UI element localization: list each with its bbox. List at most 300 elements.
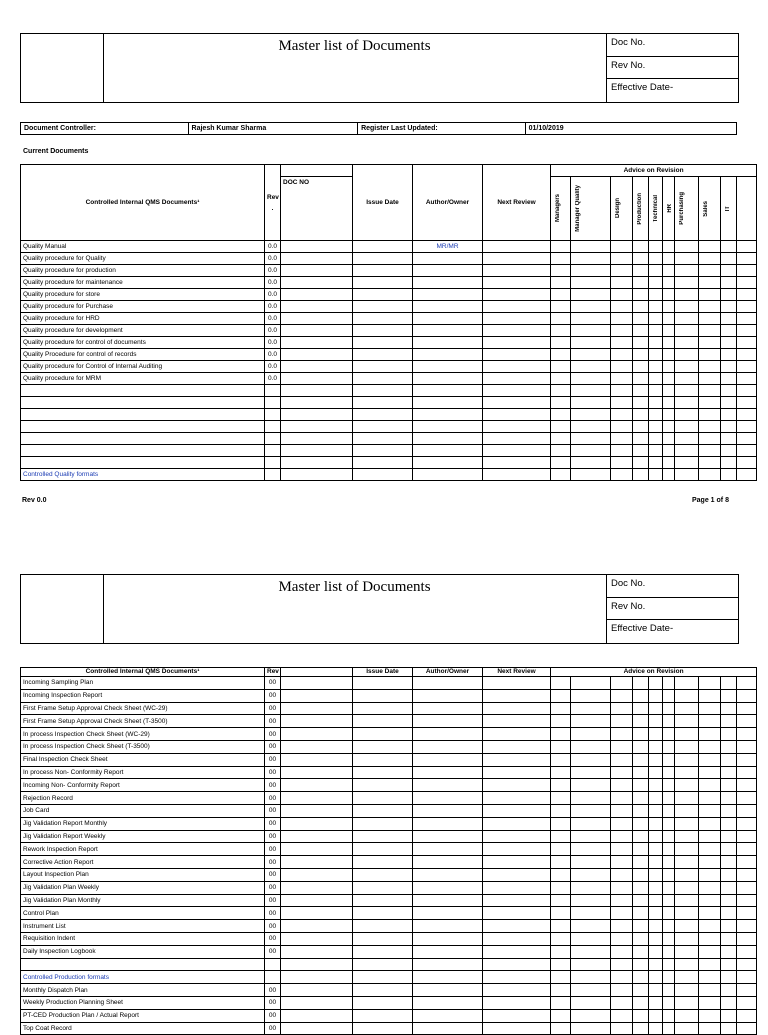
table-cell <box>699 766 721 779</box>
rev-cell: 00 <box>265 1022 281 1035</box>
table-cell <box>699 277 721 289</box>
table-cell <box>649 301 663 313</box>
table-cell <box>663 881 675 894</box>
table-cell <box>663 715 675 728</box>
document-name-cell: PT-CED Production Plan / Actual Report <box>21 1009 265 1022</box>
table-row <box>21 868 757 881</box>
table-cell <box>737 373 757 385</box>
table-cell <box>699 469 721 481</box>
table-cell <box>675 958 699 971</box>
table-cell <box>721 932 737 945</box>
table-cell <box>737 241 757 253</box>
table-cell <box>611 289 633 301</box>
table-cell <box>483 817 551 830</box>
table-cell <box>551 920 571 933</box>
table-cell <box>675 971 699 984</box>
table-cell <box>551 996 571 1009</box>
table-cell <box>611 728 633 741</box>
footer-rev: Rev 0.0 <box>22 497 47 504</box>
table-cell <box>551 907 571 920</box>
table-cell <box>281 241 353 253</box>
table-cell <box>675 253 699 265</box>
table-cell <box>353 920 413 933</box>
table-cell <box>571 349 611 361</box>
table-cell <box>675 277 699 289</box>
table-cell <box>663 907 675 920</box>
table-cell <box>663 766 675 779</box>
rev-cell: 0.0 <box>265 373 281 385</box>
table-cell <box>721 265 737 277</box>
table-cell <box>281 856 353 869</box>
table-cell <box>737 945 757 958</box>
table-cell <box>633 241 649 253</box>
table-cell <box>663 433 675 445</box>
table-cell <box>353 766 413 779</box>
rev-cell: 00 <box>265 920 281 933</box>
table-cell <box>633 373 649 385</box>
table-cell <box>633 409 649 421</box>
table-cell <box>551 881 571 894</box>
table-cell <box>675 868 699 881</box>
table-cell <box>675 920 699 933</box>
table-cell <box>699 253 721 265</box>
document-name-cell: Quality procedure for maintenance <box>21 277 265 289</box>
table-cell <box>483 409 551 421</box>
table-cell <box>663 728 675 741</box>
table-cell <box>551 457 571 469</box>
table-cell <box>649 361 663 373</box>
table-cell <box>611 804 633 817</box>
table-cell <box>649 830 663 843</box>
table-cell <box>483 385 551 397</box>
table-cell <box>663 277 675 289</box>
table-cell <box>663 373 675 385</box>
table-cell <box>721 958 737 971</box>
rev-cell: 00 <box>265 804 281 817</box>
table-cell <box>737 792 757 805</box>
table-cell <box>699 715 721 728</box>
table-cell <box>483 740 551 753</box>
table-cell <box>353 958 413 971</box>
table-cell <box>483 728 551 741</box>
table-cell <box>737 337 757 349</box>
table-cell <box>699 397 721 409</box>
table-cell <box>699 817 721 830</box>
table-cell <box>483 361 551 373</box>
advice-header-2: Advice on Revision <box>551 668 757 677</box>
table-row <box>21 337 757 349</box>
table-cell <box>551 804 571 817</box>
table-cell <box>663 1009 675 1022</box>
table-cell <box>675 385 699 397</box>
document-name-cell: First Frame Setup Approval Check Sheet (WC-29) <box>21 702 265 715</box>
table-row <box>21 817 757 830</box>
table-cell <box>663 397 675 409</box>
table-cell <box>663 337 675 349</box>
author-cell <box>413 856 483 869</box>
table-cell <box>663 349 675 361</box>
rev-cell: 0.0 <box>265 253 281 265</box>
table-cell <box>571 881 611 894</box>
table-cell <box>551 397 571 409</box>
table-cell <box>675 689 699 702</box>
table-cell <box>721 971 737 984</box>
table-cell <box>675 830 699 843</box>
table-cell <box>721 677 737 690</box>
table-cell <box>281 373 353 385</box>
table-cell <box>353 265 413 277</box>
table-cell <box>649 421 663 433</box>
table-cell <box>699 779 721 792</box>
table-cell <box>611 313 633 325</box>
table-cell <box>571 433 611 445</box>
table-row <box>21 253 757 265</box>
table-cell <box>663 856 675 869</box>
table-cell <box>721 984 737 997</box>
table-cell <box>649 856 663 869</box>
table-cell <box>737 289 757 301</box>
rev-cell <box>265 445 281 457</box>
table-body-page2 <box>21 677 757 1035</box>
role-design-text: Design <box>615 198 621 219</box>
document-name-cell: Controlled Production formats <box>21 971 265 984</box>
table-cell <box>663 984 675 997</box>
document-name-cell: Incoming Non- Conformity Report <box>21 779 265 792</box>
table-row <box>21 971 757 984</box>
table-cell <box>611 469 633 481</box>
table-cell <box>571 337 611 349</box>
table-cell <box>699 868 721 881</box>
author-cell <box>413 385 483 397</box>
author-header-2: Author/Owner <box>413 668 483 677</box>
table-cell <box>281 445 353 457</box>
table-cell <box>571 421 611 433</box>
table-cell <box>483 881 551 894</box>
table-cell <box>483 397 551 409</box>
table-cell <box>649 349 663 361</box>
table-cell <box>571 932 611 945</box>
table-cell <box>571 702 611 715</box>
role-hr <box>663 177 675 241</box>
rev-cell: 00 <box>265 766 281 779</box>
role-technical <box>649 177 663 241</box>
table-cell <box>483 469 551 481</box>
table-cell <box>353 409 413 421</box>
table-cell <box>571 740 611 753</box>
table-cell <box>571 277 611 289</box>
table-cell <box>675 457 699 469</box>
rev-cell: 0.0 <box>265 361 281 373</box>
role-extra <box>737 177 757 241</box>
rev-cell <box>265 958 281 971</box>
table-cell <box>721 753 737 766</box>
table-cell <box>633 740 649 753</box>
document-name-cell: Quality procedure for development <box>21 325 265 337</box>
table-row <box>21 843 757 856</box>
table-cell <box>353 433 413 445</box>
rev-cell: 00 <box>265 740 281 753</box>
table-cell <box>663 289 675 301</box>
table-cell <box>611 325 633 337</box>
author-cell <box>413 433 483 445</box>
table-cell <box>281 325 353 337</box>
table-cell <box>483 265 551 277</box>
table-cell <box>611 409 633 421</box>
table-cell <box>633 715 649 728</box>
role-hr-text: HR <box>667 204 673 213</box>
table-cell <box>551 715 571 728</box>
table-row <box>21 397 757 409</box>
table-cell <box>699 932 721 945</box>
effective-date-label-2: Effective Date- <box>611 623 674 635</box>
table-cell <box>675 740 699 753</box>
table-cell <box>611 385 633 397</box>
rev-header-dot: . <box>271 204 274 212</box>
blank-header <box>281 165 353 177</box>
table-cell <box>663 920 675 933</box>
document-name-cell: Quality procedure for Control of Internal Auditing <box>21 361 265 373</box>
table-cell <box>699 325 721 337</box>
table-cell <box>699 996 721 1009</box>
document-name-cell: First Frame Setup Approval Check Sheet (T-3500) <box>21 715 265 728</box>
table-cell <box>649 715 663 728</box>
table-cell <box>353 277 413 289</box>
table-cell <box>353 792 413 805</box>
table-cell <box>721 740 737 753</box>
table-cell <box>353 702 413 715</box>
table-cell <box>675 766 699 779</box>
table-row <box>21 677 757 690</box>
table-row <box>21 313 757 325</box>
table-cell <box>663 792 675 805</box>
author-cell <box>413 779 483 792</box>
table-cell <box>611 817 633 830</box>
author-cell <box>413 894 483 907</box>
rev-cell: 00 <box>265 843 281 856</box>
table-cell <box>551 469 571 481</box>
table-cell <box>551 277 571 289</box>
document-name-cell <box>21 958 265 971</box>
table-cell <box>721 373 737 385</box>
table-cell <box>649 753 663 766</box>
document-name-cell: Layout Inspection Plan <box>21 868 265 881</box>
table-cell <box>675 301 699 313</box>
table-cell <box>611 996 633 1009</box>
rev-cell <box>265 397 281 409</box>
document-name-cell <box>21 397 265 409</box>
docs-header: Controlled Internal QMS Documents¹ <box>21 165 265 241</box>
table-cell <box>353 817 413 830</box>
table-cell <box>699 804 721 817</box>
table-cell <box>281 702 353 715</box>
table-cell <box>281 433 353 445</box>
table-cell <box>551 373 571 385</box>
issue-date-header-2: Issue Date <box>353 668 413 677</box>
rev-cell: 00 <box>265 1009 281 1022</box>
table-cell <box>699 385 721 397</box>
table-cell <box>737 740 757 753</box>
rev-cell: 0.0 <box>265 241 281 253</box>
table-cell <box>675 843 699 856</box>
table-cell <box>611 868 633 881</box>
table-cell <box>649 677 663 690</box>
table-cell <box>633 702 649 715</box>
table-cell <box>721 361 737 373</box>
table-cell <box>663 843 675 856</box>
table-cell <box>281 385 353 397</box>
author-cell <box>413 945 483 958</box>
document-name-cell: Jig Validation Report Monthly <box>21 817 265 830</box>
table-cell <box>571 830 611 843</box>
table-cell <box>571 766 611 779</box>
table-cell <box>663 689 675 702</box>
table-cell <box>699 843 721 856</box>
table-cell <box>675 715 699 728</box>
table-cell <box>649 766 663 779</box>
table-cell <box>649 289 663 301</box>
logo-cell <box>21 34 104 102</box>
table-cell <box>737 689 757 702</box>
table-cell <box>281 677 353 690</box>
table-cell <box>721 289 737 301</box>
table-cell <box>663 253 675 265</box>
table-cell <box>675 409 699 421</box>
table-cell <box>663 958 675 971</box>
table-cell <box>353 313 413 325</box>
role-purchasing-text: Purchasing <box>679 192 685 225</box>
document-name-cell: Quality procedure for HRD <box>21 313 265 325</box>
controller-label: Document Controller: <box>21 123 189 134</box>
table-row <box>21 728 757 741</box>
author-cell <box>413 932 483 945</box>
table-row <box>21 984 757 997</box>
table-cell <box>737 397 757 409</box>
table-row <box>21 766 757 779</box>
document-name-cell: In process Inspection Check Sheet (T-3500) <box>21 740 265 753</box>
table-cell <box>675 469 699 481</box>
table-cell <box>611 361 633 373</box>
table-cell <box>353 457 413 469</box>
table-cell <box>483 241 551 253</box>
table-cell <box>281 265 353 277</box>
author-cell <box>413 289 483 301</box>
table-row <box>21 433 757 445</box>
table-cell <box>721 804 737 817</box>
table-row <box>21 792 757 805</box>
table-cell <box>611 792 633 805</box>
table-row <box>21 421 757 433</box>
table-cell <box>483 1009 551 1022</box>
documents-table-page2 <box>20 667 757 1035</box>
document-name-cell: Incoming Inspection Report <box>21 689 265 702</box>
table-cell <box>571 907 611 920</box>
table-cell <box>663 457 675 469</box>
table-cell <box>737 868 757 881</box>
table-cell <box>737 856 757 869</box>
table-cell <box>699 830 721 843</box>
table-cell <box>483 753 551 766</box>
table-cell <box>483 958 551 971</box>
table-cell <box>551 932 571 945</box>
rev-cell: 0.0 <box>265 313 281 325</box>
rev-header <box>265 165 281 241</box>
table-cell <box>675 313 699 325</box>
docs-header-2: Controlled Internal QMS Documents¹ <box>21 668 265 677</box>
table-cell <box>353 349 413 361</box>
table-cell <box>649 792 663 805</box>
table-cell <box>675 753 699 766</box>
table-row <box>21 409 757 421</box>
table-cell <box>483 932 551 945</box>
table-cell <box>663 361 675 373</box>
table-cell <box>737 715 757 728</box>
table-cell <box>353 894 413 907</box>
table-cell <box>551 433 571 445</box>
table-body-page1 <box>21 241 757 481</box>
table-cell <box>353 677 413 690</box>
table-cell <box>649 373 663 385</box>
table-cell <box>281 740 353 753</box>
table-row <box>21 469 757 481</box>
table-cell <box>663 894 675 907</box>
table-cell <box>551 740 571 753</box>
author-cell <box>413 958 483 971</box>
table-cell <box>721 313 737 325</box>
doc-no-label-2: Doc No. <box>607 575 738 598</box>
table-cell <box>675 421 699 433</box>
table-cell <box>633 301 649 313</box>
document-name-cell <box>21 409 265 421</box>
table-cell <box>353 843 413 856</box>
table-cell <box>353 385 413 397</box>
table-cell <box>699 894 721 907</box>
table-cell <box>611 958 633 971</box>
rev-cell: 00 <box>265 856 281 869</box>
table-cell <box>721 301 737 313</box>
table-cell <box>663 313 675 325</box>
table-cell <box>281 313 353 325</box>
rev-header-text: Rev <box>267 193 279 201</box>
table-cell <box>571 958 611 971</box>
table-cell <box>483 433 551 445</box>
rev-cell <box>265 409 281 421</box>
table-cell <box>699 856 721 869</box>
table-cell <box>551 702 571 715</box>
updated-label: Register Last Updated: <box>358 123 526 134</box>
table-cell <box>721 907 737 920</box>
table-cell <box>675 397 699 409</box>
document-name-cell: Quality procedure for MRM <box>21 373 265 385</box>
table-cell <box>699 971 721 984</box>
table-cell <box>737 804 757 817</box>
table-cell <box>663 702 675 715</box>
table-cell <box>699 702 721 715</box>
doc-no-label: Doc No. <box>607 34 738 57</box>
author-cell <box>413 881 483 894</box>
table-cell <box>649 817 663 830</box>
rev-no-label: Rev No. <box>607 57 738 80</box>
table-cell <box>663 385 675 397</box>
table-cell <box>571 804 611 817</box>
author-cell <box>413 702 483 715</box>
table-cell <box>649 337 663 349</box>
table-cell <box>633 337 649 349</box>
table-cell <box>663 740 675 753</box>
table-cell <box>649 843 663 856</box>
rev-cell: 0.0 <box>265 337 281 349</box>
table-cell <box>551 1009 571 1022</box>
document-name-cell <box>21 457 265 469</box>
